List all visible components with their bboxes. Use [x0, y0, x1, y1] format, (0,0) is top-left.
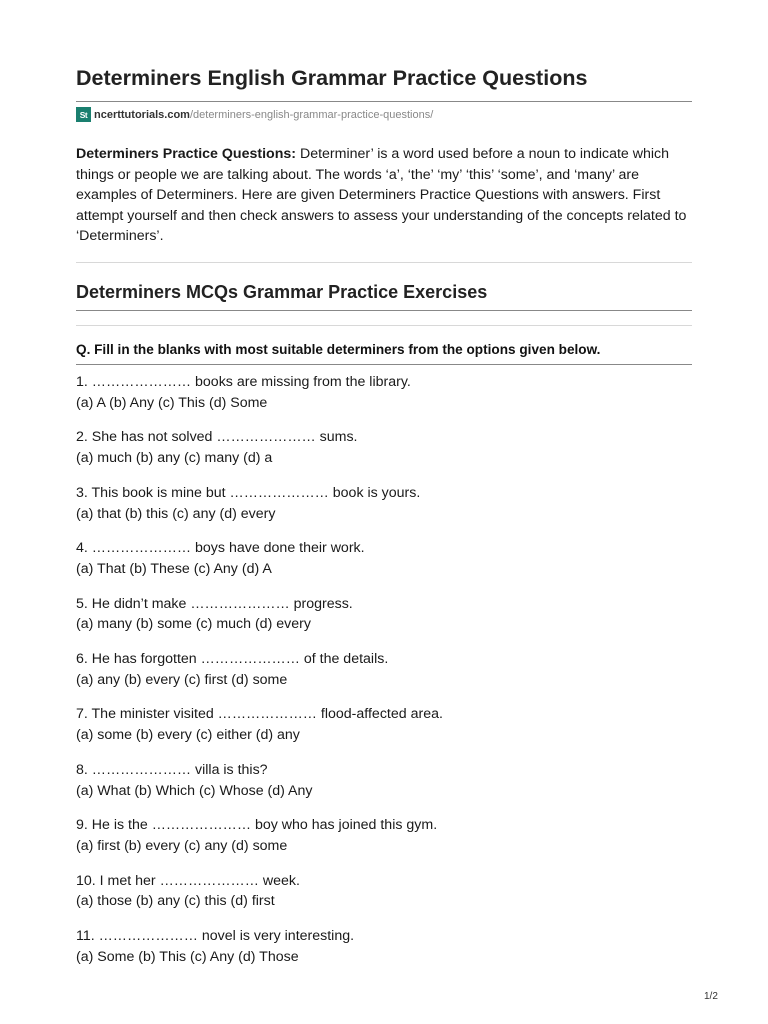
- question-text: 4. ………………… boys have done their work.: [76, 540, 365, 557]
- question-item: [76, 815, 437, 857]
- question-text: 7. The minister visited ………………… flood-affected area.: [76, 706, 443, 723]
- question-options: (a) some (b) every (c) either (d) any: [76, 727, 300, 744]
- question-item: [76, 538, 365, 580]
- question-item: [76, 760, 313, 802]
- question-item: [76, 871, 300, 913]
- question-item: [76, 649, 388, 691]
- question-item: [76, 594, 353, 636]
- source-domain[interactable]: ncerttutorials.com: [94, 108, 190, 121]
- question-options: (a) That (b) These (c) Any (d) A: [76, 560, 272, 577]
- question-text: 5. He didn’t make ………………… progress.: [76, 595, 353, 612]
- question-text: 9. He is the ………………… boy who has joined this gym.: [76, 817, 438, 834]
- question-options: (a) first (b) every (c) any (d) some: [76, 837, 288, 854]
- question-options: (a) What (b) Which (c) Whose (d) Any: [76, 782, 313, 799]
- intro-paragraph: [76, 144, 692, 247]
- page-number: 1/2: [704, 991, 718, 1002]
- question-options: (a) that (b) this (c) any (d) every: [76, 505, 276, 522]
- question-text: 6. He has forgotten ………………… of the details.: [76, 651, 389, 667]
- question-options: (a) many (b) some (c) much (d) every: [76, 616, 311, 633]
- question-options: (a) any (b) every (c) first (d) some: [76, 671, 288, 688]
- intro-body: Determiner’ is a word used before a noun to indicate which things or people we are talking about. The words ‘a’, ‘the’ ‘my’ ‘this’ ‘some’, and ‘many’ are examples of Determiners. Here are given Determiners Practice Questions with answers. First attempt yourself and then check answers to assess your understanding of the concepts related to ‘Determiners’.: [76, 146, 687, 245]
- question-item: [76, 427, 358, 469]
- question-item: [76, 483, 420, 525]
- intro-divider: [76, 262, 692, 263]
- question-item: [76, 704, 443, 746]
- question-item: [76, 926, 354, 968]
- section-sub-divider: [76, 325, 692, 326]
- question-text: 10. I met her ………………… week.: [76, 872, 300, 889]
- page-title: Determiners English Grammar Practice Questions: [76, 66, 588, 90]
- source-path[interactable]: /determiners-english-grammar-practice-questions/: [189, 108, 434, 121]
- site-logo-icon: St: [76, 107, 91, 122]
- question-options: (a) Some (b) This (c) Any (d) Those: [76, 948, 299, 965]
- question-text: 11. ………………… novel is very interesting.: [76, 928, 355, 944]
- question-text: 2. She has not solved ………………… sums.: [76, 429, 358, 446]
- instruction-divider: [76, 364, 692, 365]
- question-options: (a) A (b) Any (c) This (d) Some: [76, 394, 268, 411]
- question-text: 3. This book is mine but ………………… book is yours.: [76, 484, 421, 501]
- question-item: [76, 372, 411, 414]
- instruction-heading: Q. Fill in the blanks with most suitable determiners from the options given below.: [76, 342, 601, 357]
- question-options: (a) much (b) any (c) many (d) a: [76, 450, 273, 467]
- section-divider: [76, 310, 692, 311]
- question-text: 8. ………………… villa is this?: [76, 761, 268, 778]
- title-divider: [76, 101, 692, 102]
- question-options: (a) those (b) any (c) this (d) first: [76, 893, 275, 910]
- question-text: 1. ………………… books are missing from the library.: [76, 374, 411, 390]
- section-title: Determiners MCQs Grammar Practice Exercises: [76, 282, 488, 302]
- intro-lead: Determiners Practice Questions:: [76, 146, 296, 162]
- source-line: [76, 107, 433, 122]
